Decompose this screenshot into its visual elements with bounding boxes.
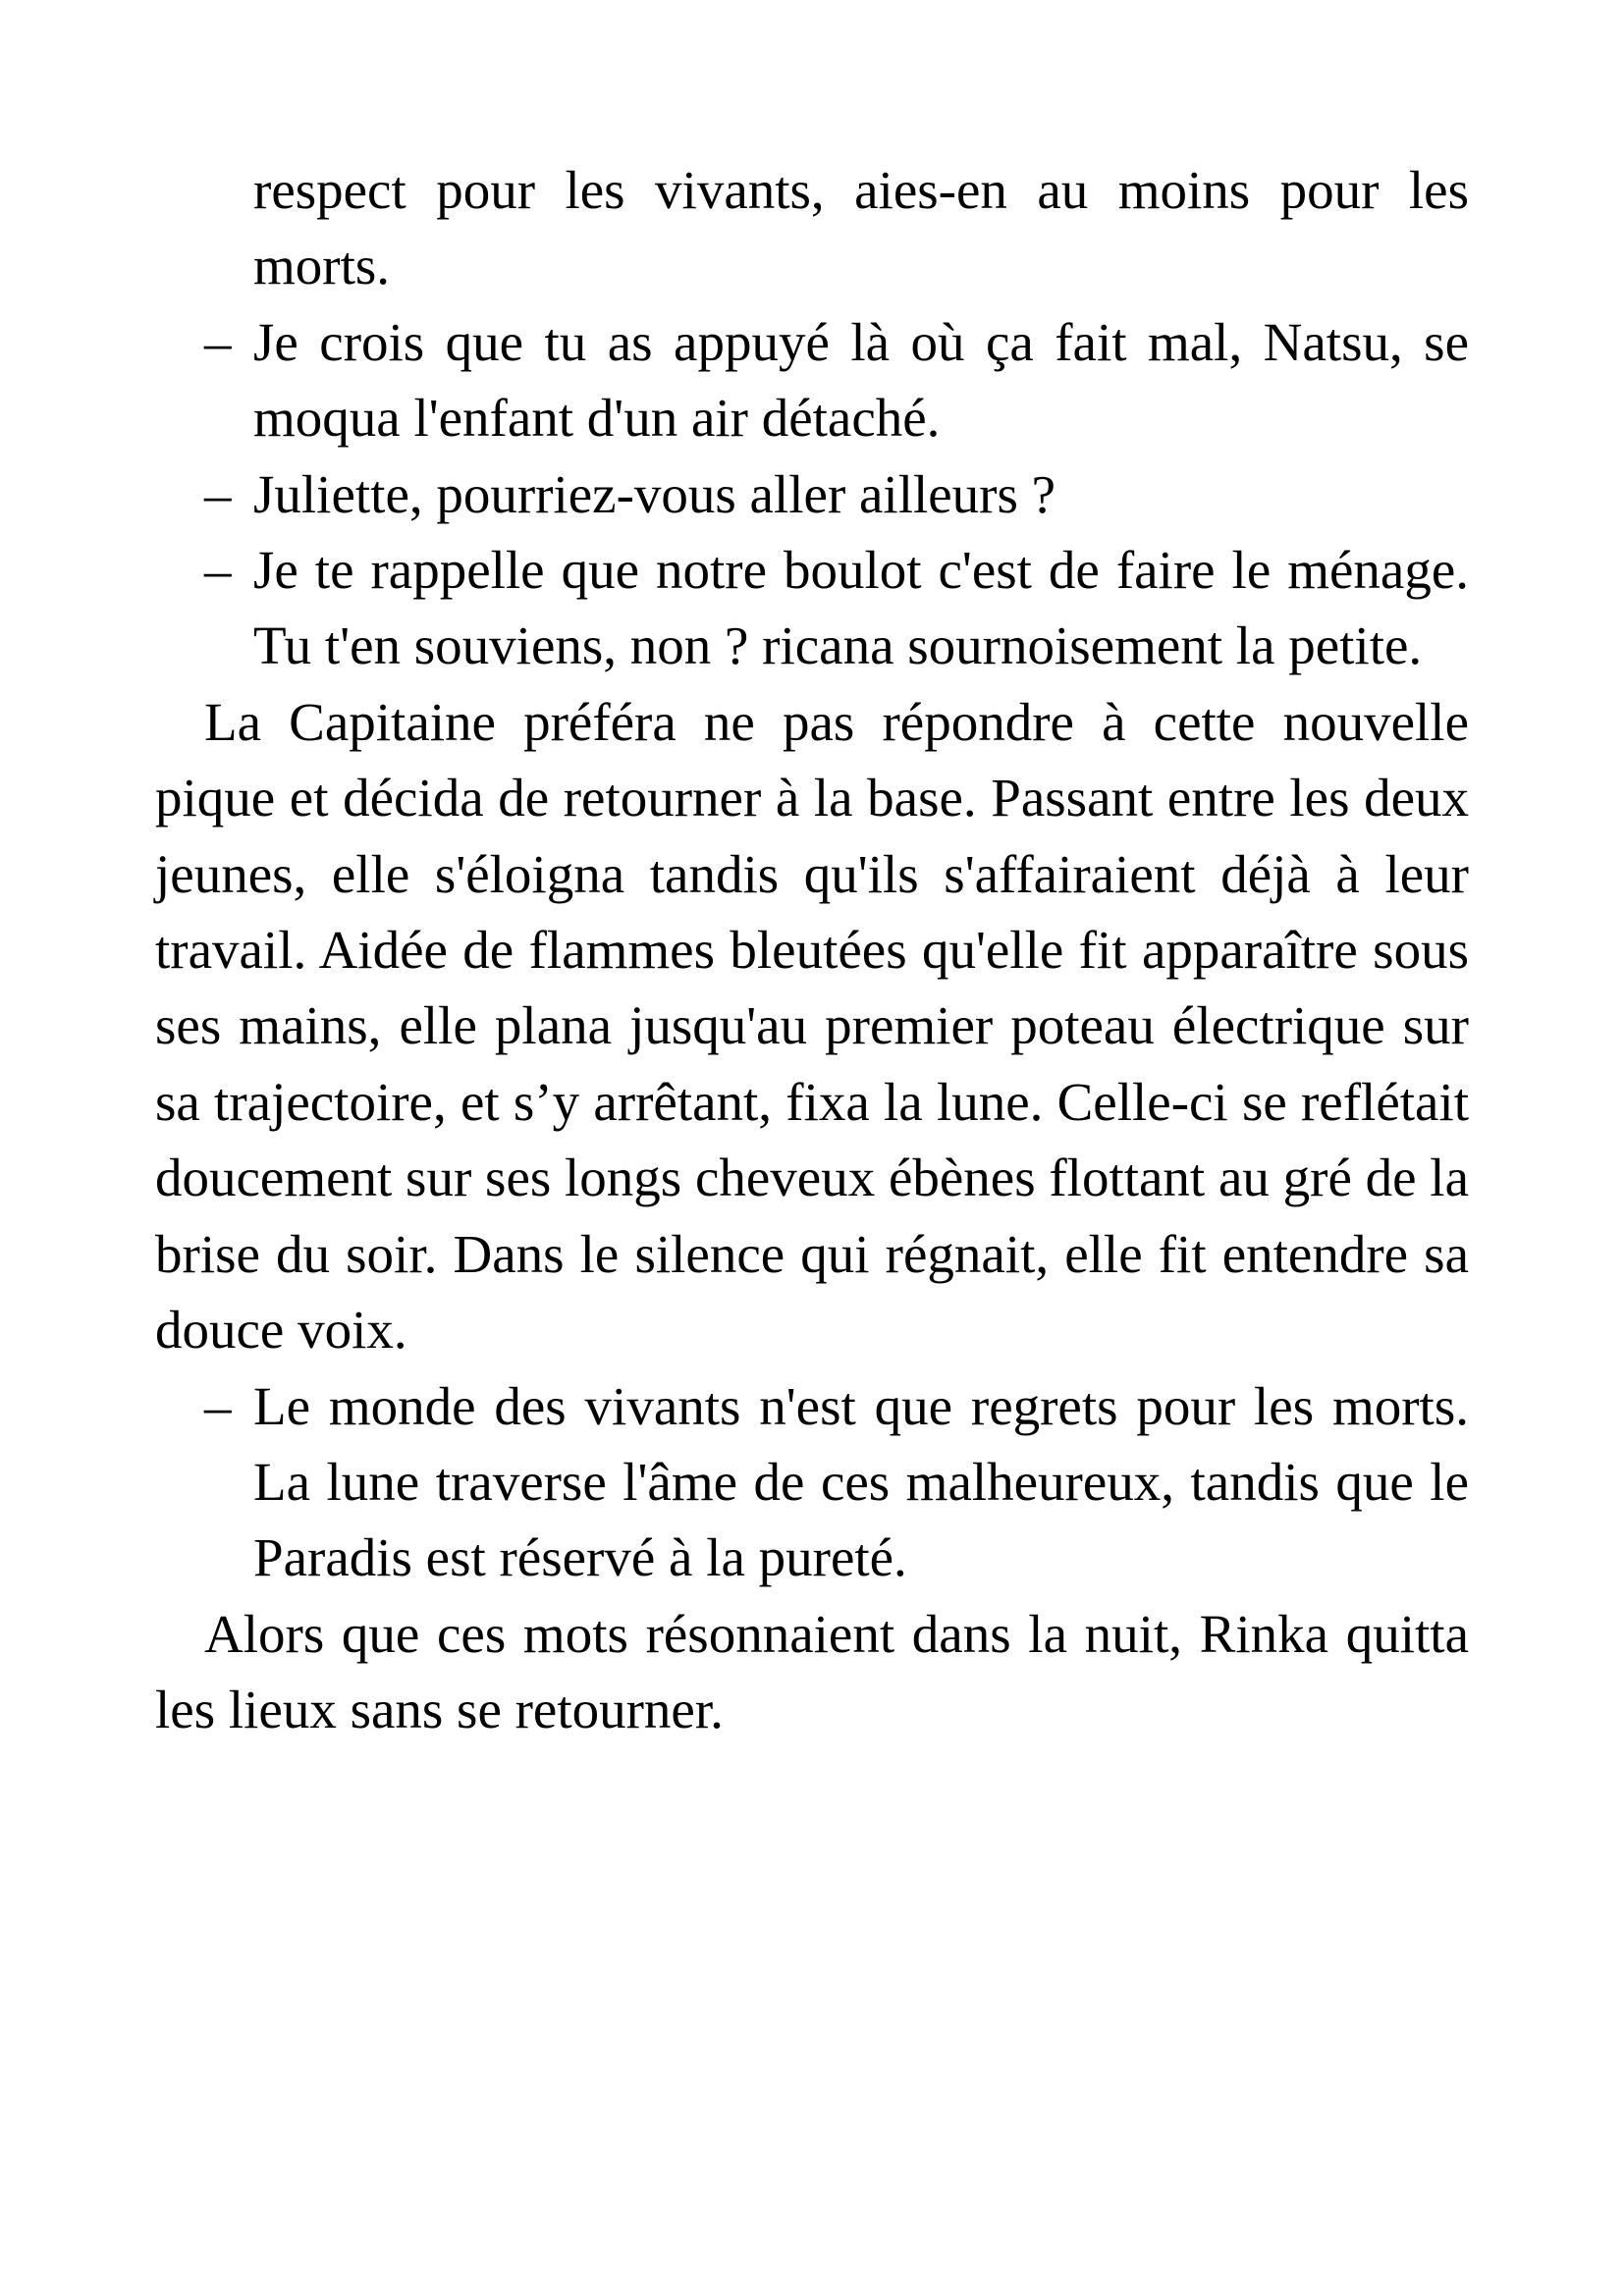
dialogue-dash: – <box>204 540 232 601</box>
page-body <box>155 152 1469 1748</box>
dialogue-dash: – <box>204 1375 232 1436</box>
dialogue-text: Le monde des vivants n'est que regrets pour les morts. La lune traverse l'âme de ces malheureux, tandis que le Paradis est réservé à la pureté. <box>253 1375 1469 1588</box>
dialogue-line <box>155 456 1469 532</box>
dialogue-line <box>155 304 1469 456</box>
dialogue-text: Je te rappelle que notre boulot c'est de faire le ménage. Tu t'en souviens, non ? ricana sournoisement la petite. <box>253 540 1469 676</box>
dialogue-dash: – <box>204 311 232 372</box>
dialogue-text: respect pour les vivants, aies-en au moins pour les morts. <box>253 160 1469 296</box>
dialogue-dash: – <box>204 463 232 524</box>
dialogue-line <box>155 1368 1469 1596</box>
narrative-paragraph: Alors que ces mots résonnaient dans la nuit, Rinka quitta les lieux sans se retourner. <box>155 1603 1469 1740</box>
dialogue-text: Je crois que tu as appuyé là où ça fait mal, Natsu, se moqua l'enfant d'un air détaché. <box>253 311 1469 449</box>
narrative-paragraph: La Capitaine préféra ne pas répondre à cette nouvelle pique et décida de retourner à la base. Passant entre les deux jeunes, elle s'éloigna tandis qu'ils s'affairaient déjà à leur travail. Aidée de flammes bleutées qu'elle fit apparaître sous ses mains, elle plana jusqu'au premier poteau électrique sur sa trajectoire, et s’y arrêtant, fixa la lune. Celle-ci se reflétait doucement sur ses longs cheveux ébènes flottant au gré de la brise du soir. Dans le silence qui régnait, elle fit entendre sa douce voix. <box>155 691 1469 1361</box>
dialogue-line <box>155 532 1469 684</box>
dialogue-text: Juliette, pourriez-vous aller ailleurs ? <box>253 463 1056 524</box>
dialogue-continuation <box>155 152 1469 304</box>
